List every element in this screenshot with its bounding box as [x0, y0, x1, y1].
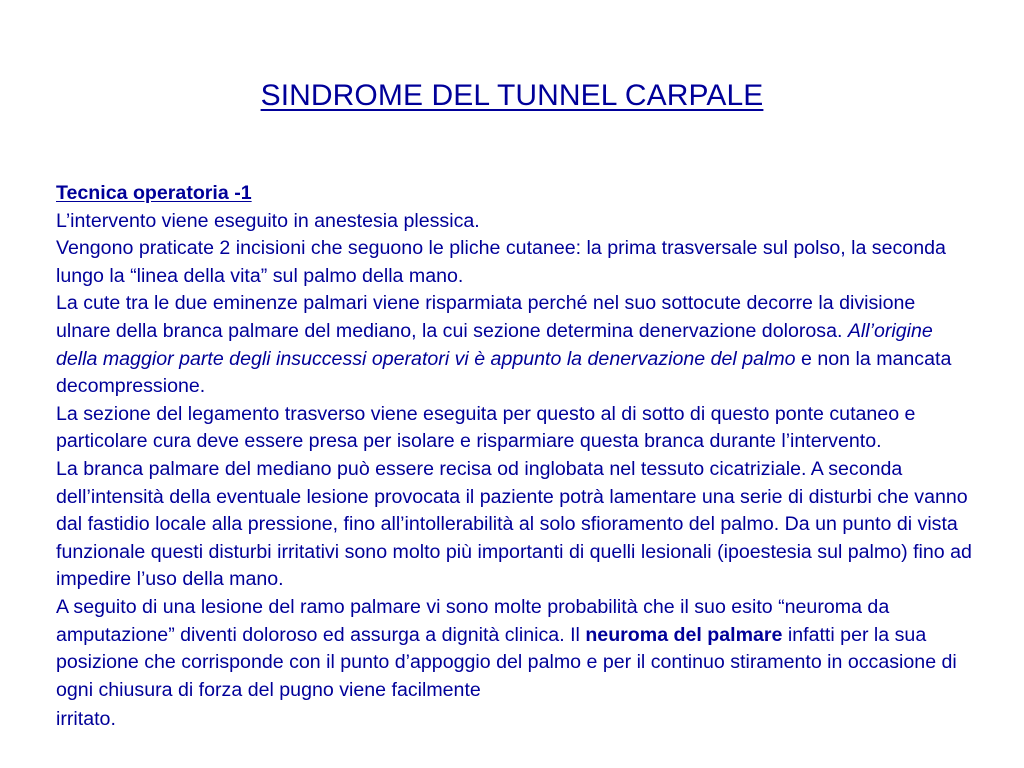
paragraph-skin-preservation	[56, 290, 974, 400]
slide-title: SINDROME DEL TUNNEL CARPALE	[260, 79, 764, 112]
slide-body	[56, 180, 974, 735]
paragraph-neuroma-last-line: irritato.	[56, 708, 116, 731]
bold-emphasis: neuroma del palmare	[585, 623, 783, 646]
section-heading: Tecnica operatoria -1	[56, 182, 252, 204]
italic-emphasis: All’origine della maggior parte degli insuccessi operatori vi è appunto la denervazione del palmo	[56, 319, 933, 370]
paragraph-ligament-section: La sezione del legamento trasverso viene eseguita per questo al di sotto di questo ponte cutaneo e particolare cura deve essere presa per isolare e risparmiare questa branca durante l’intervento.	[56, 402, 916, 453]
paragraph-neuroma-text: A seguito di una lesione del ramo palmare vi sono molte probabilità che il suo esito “neuroma da amputazione” diventi doloroso ed assurga a dignità clinica. Il	[56, 595, 890, 646]
paragraph-skin-preservation-text: La cute tra le due eminenze palmari viene risparmiata perché nel suo sottocute decorre la divisione ulnare della branca palmare del mediano, la cui sezione determina denervazione dolorosa.	[56, 292, 916, 342]
paragraph-skin-preservation-end: e non la mancata decompressione.	[56, 347, 952, 398]
paragraph-incisions: Vengono praticate 2 incisioni che seguono le pliche cutanee: la prima trasversale sul polso, la seconda lungo la “linea della vita” sul palmo della mano.	[56, 237, 946, 287]
paragraph-neuroma-mid: infatti per la sua posizione che corrisponde con il punto d’appoggio del palmo e per il continuo stiramento in occasione di ogni chiusura di forza del pugno viene facilmente	[56, 623, 957, 701]
paragraph-neuroma	[56, 594, 974, 735]
paragraph-anesthesia: L’intervento viene eseguito in anestesia plessica.	[56, 209, 480, 232]
paragraph-palmar-branch: La branca palmare del mediano può essere recisa od inglobata nel tessuto cicatriziale. A seconda dell’intensità della eventuale lesione provocata il paziente potrà lamentare una serie di disturbi che vanno dal fastidio locale alla pressione, fino all’intollerabilità al solo sfioramento del palmo. Da un punto di vista funzionale questi disturbi irritativi sono molto più importanti di quelli lesionali (ipoestesia sul palmo) fino ad impedire l’uso della mano.	[56, 457, 972, 591]
